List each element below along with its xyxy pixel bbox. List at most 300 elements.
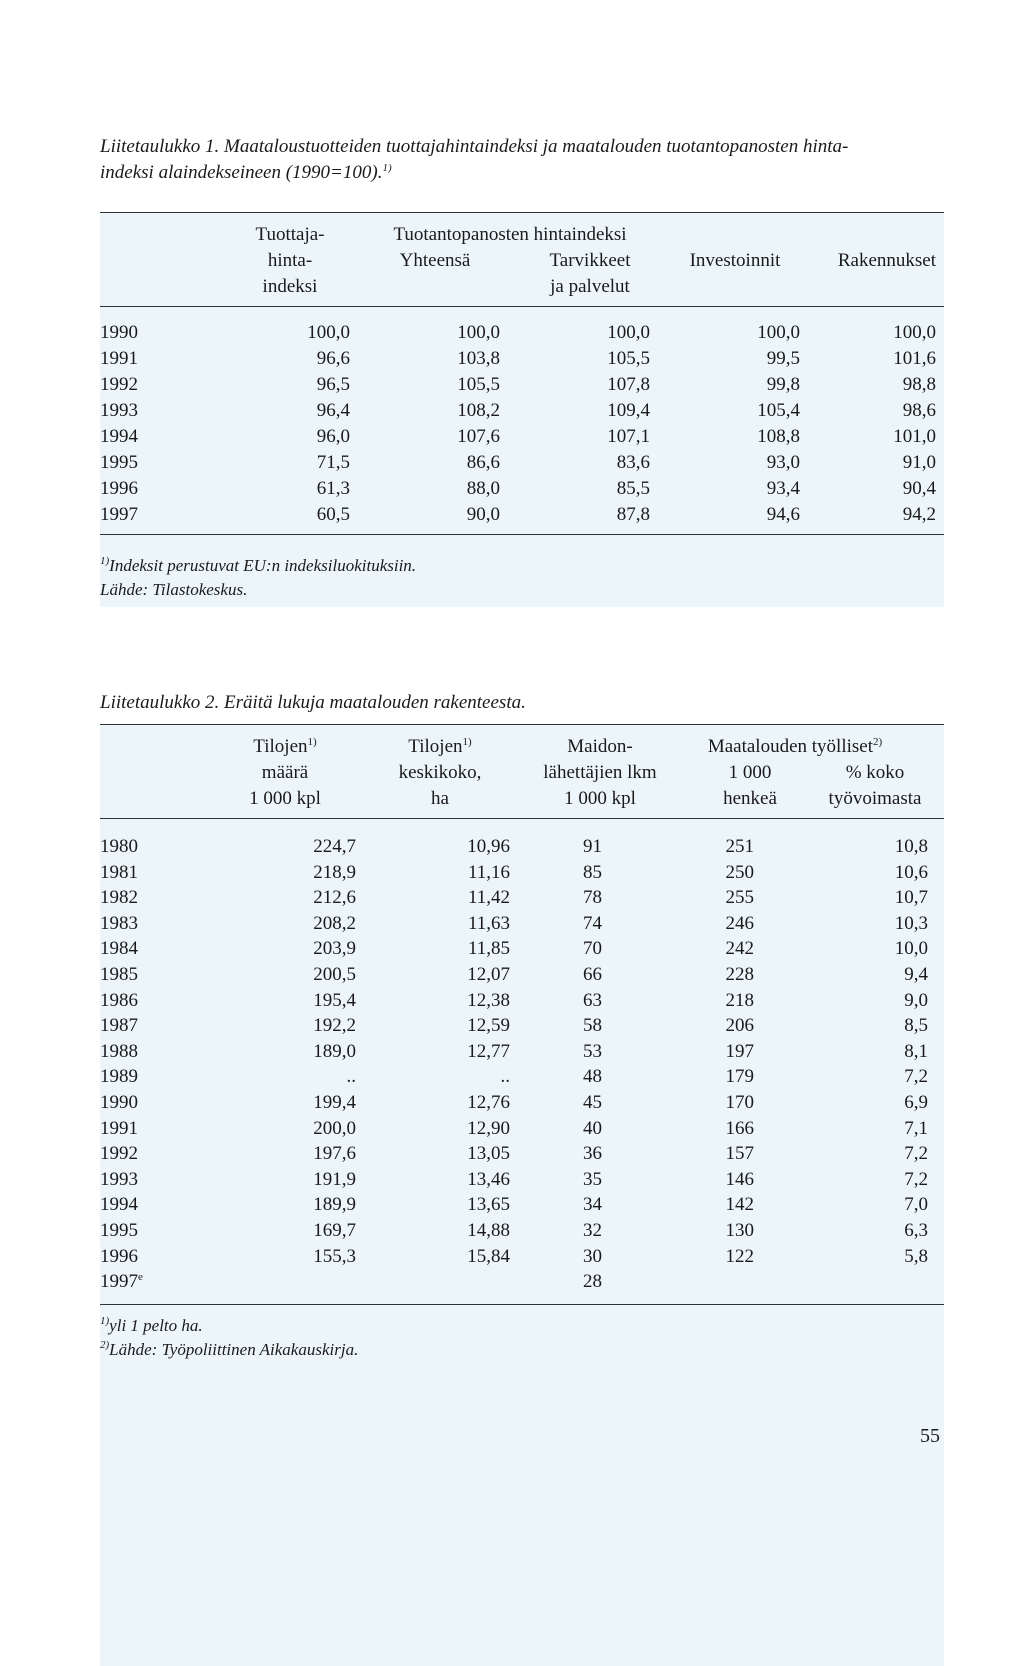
cell-text: 90,0: [466, 504, 500, 525]
cell-text: 109,4: [607, 400, 650, 421]
table1-col-build: Rakennukset: [837, 250, 936, 271]
value-cell: [820, 476, 936, 502]
cell-text: 9,4: [904, 964, 928, 985]
cell-text: 13,65: [467, 1194, 510, 1216]
table2: [100, 724, 944, 1666]
year-cell: [100, 502, 160, 528]
header-line: hinta-: [267, 250, 313, 271]
value-cell: [400, 1141, 510, 1167]
cell-text: 100,0: [307, 322, 350, 343]
header-line: 1 000: [728, 762, 772, 783]
value-cell: [670, 1064, 754, 1090]
cell-text: 212,6: [313, 887, 356, 909]
cell-text: 35: [583, 1168, 602, 1190]
value-cell: [400, 1116, 510, 1142]
year-cell: [100, 860, 160, 886]
cell-text: 200,5: [313, 964, 356, 985]
value-cell: [540, 398, 650, 424]
cell-text: 1996: [100, 478, 138, 499]
value-cell: [690, 502, 800, 528]
cell-text: 96,5: [316, 374, 350, 395]
table2-caption: Liitetaulukko 2. Eräitä lukuja maatalouden rakenteesta.: [100, 692, 526, 713]
value-cell: [670, 988, 754, 1014]
table1-group-header: Tuotantopanosten hintaindeksi: [393, 224, 627, 245]
value-cell: [390, 320, 500, 346]
value-cell: [520, 962, 602, 988]
value-cell: [240, 424, 350, 450]
cell-text: 9,0: [904, 989, 928, 1011]
cell-text: 58: [583, 1015, 602, 1037]
value-cell: [240, 372, 350, 398]
cell-text: 189,9: [313, 1194, 356, 1216]
value-cell: [670, 962, 754, 988]
cell-text: 98,6: [902, 400, 936, 421]
cell-text: 251: [725, 836, 754, 857]
header-line: Tuottaja-: [255, 224, 325, 245]
cell-text: 1988: [100, 1040, 138, 1062]
footnote-sup: 1): [100, 555, 110, 567]
header-text: Tilojen: [408, 736, 463, 757]
header-line: keskikoko,: [398, 762, 482, 783]
table2-top-rule: [100, 724, 944, 725]
value-cell: [670, 1244, 754, 1270]
cell-text: 1992: [100, 374, 138, 395]
value-cell: [690, 476, 800, 502]
value-cell: [520, 885, 602, 911]
cell-text: 103,8: [457, 348, 500, 369]
value-cell: [390, 424, 500, 450]
value-cell: [820, 502, 936, 528]
cell-text: 105,5: [457, 374, 500, 395]
value-cell: [540, 320, 650, 346]
footnote-sup: 2): [100, 1339, 110, 1351]
value-cell: [240, 502, 350, 528]
cell-text: 6,3: [904, 1220, 928, 1241]
cell-text: 1992: [100, 1143, 138, 1165]
cell-text: 48: [583, 1066, 602, 1088]
value-cell: [820, 1244, 928, 1270]
value-cell: [820, 320, 936, 346]
cell-text: 218: [725, 989, 754, 1011]
cell-text: ..: [500, 1066, 510, 1088]
cell-text: 96,6: [316, 348, 350, 369]
year-cell: [100, 450, 160, 476]
header-text: Tilojen: [253, 736, 308, 757]
table2-col-farms: [210, 734, 360, 812]
value-cell: [820, 1167, 928, 1193]
cell-text: 100,0: [457, 322, 500, 343]
cell-text: 179: [725, 1066, 754, 1088]
value-cell: [520, 911, 602, 937]
cell-text: 11,63: [467, 912, 510, 934]
cell-text: 12,90: [467, 1117, 510, 1139]
cell-text: 93,0: [766, 452, 800, 473]
cell-text: 246: [725, 912, 754, 934]
cell-text: 1995: [100, 1220, 138, 1241]
header-line: % koko: [845, 762, 905, 783]
cell-text: 191,9: [313, 1168, 356, 1190]
value-cell: [520, 1167, 602, 1193]
header-line: 1 000 kpl: [564, 788, 636, 809]
value-cell: [520, 1090, 602, 1116]
value-cell: [400, 1192, 510, 1218]
value-cell: [400, 1167, 510, 1193]
table2-col-milk: [520, 734, 680, 812]
year-cell: [100, 1269, 160, 1295]
cell-text: 1997: [100, 504, 138, 525]
cell-text: 99,5: [766, 348, 800, 369]
cell-text: 1991: [100, 1117, 138, 1139]
cell-text: 200,0: [313, 1117, 356, 1139]
value-cell: [670, 1090, 754, 1116]
table1-caption: [100, 134, 950, 186]
cell-text: 255: [725, 887, 754, 909]
cell-text: 107,8: [607, 374, 650, 395]
table1-caption-line2: indeksi alaindekseineen (1990=100).: [100, 162, 383, 183]
header-text: Maatalouden työlliset: [707, 736, 873, 757]
value-cell: [390, 476, 500, 502]
value-cell: [820, 1192, 928, 1218]
header-sup: 1): [307, 736, 317, 748]
cell-text: 1989: [100, 1066, 138, 1088]
cell-text: 88,0: [466, 478, 500, 499]
cell-text: 228: [725, 964, 754, 985]
value-cell: [400, 834, 510, 860]
value-cell: [820, 1141, 928, 1167]
value-cell: [400, 1039, 510, 1065]
value-cell: [670, 1167, 754, 1193]
cell-text: 195,4: [313, 989, 356, 1011]
cell-text: 83,6: [616, 452, 650, 473]
cell-text: 11,42: [467, 887, 510, 909]
value-cell: [520, 936, 602, 962]
cell-text: 105,4: [757, 400, 800, 421]
table2-header-rule: [100, 818, 944, 819]
cell-text: 63: [583, 989, 602, 1011]
value-cell: [250, 1013, 356, 1039]
cell-text: 10,3: [894, 912, 928, 934]
value-cell: [520, 1269, 602, 1295]
value-cell: [390, 502, 500, 528]
value-cell: [690, 398, 800, 424]
value-cell: [820, 450, 936, 476]
value-cell: [390, 372, 500, 398]
cell-text: 1994: [100, 1194, 138, 1216]
value-cell: [400, 1064, 510, 1090]
cell-text: 85: [583, 861, 602, 883]
value-cell: [820, 1013, 928, 1039]
value-cell: [390, 398, 500, 424]
table1-col-total: Yhteensä: [399, 250, 471, 271]
cell-text: 12,07: [467, 964, 510, 985]
year-cell: [100, 1064, 160, 1090]
value-cell: [670, 1013, 754, 1039]
table1-header-rule: [100, 306, 944, 307]
value-cell: [820, 1090, 928, 1116]
table1-col-supplies: [515, 248, 665, 300]
value-cell: [820, 424, 936, 450]
header-line: määrä: [261, 762, 309, 783]
value-cell: [820, 860, 928, 886]
cell-text: 7,2: [904, 1066, 928, 1088]
cell-text: 13,05: [467, 1143, 510, 1165]
cell-text: 60,5: [316, 504, 350, 525]
cell-text: 169,7: [313, 1220, 356, 1241]
table1-footnote-1: [100, 554, 416, 578]
value-cell: [520, 1244, 602, 1270]
cell-text: 1990: [100, 1092, 138, 1113]
value-cell: [820, 834, 928, 860]
value-cell: [520, 1218, 602, 1244]
value-cell: [250, 936, 356, 962]
cell-text: 70: [583, 938, 602, 960]
cell-text: 1983: [100, 912, 138, 934]
year-cell: [100, 936, 160, 962]
value-cell: [670, 911, 754, 937]
year-cell: [100, 320, 160, 346]
cell-text: 61,3: [316, 478, 350, 499]
cell-text: 1986: [100, 989, 138, 1011]
value-cell: [240, 346, 350, 372]
year-cell: [100, 1192, 160, 1218]
header-line: ja palvelut: [550, 276, 630, 297]
cell-text: 86,6: [466, 452, 500, 473]
table2-footnote-1: [100, 1314, 203, 1338]
cell-text: 53: [583, 1040, 602, 1062]
value-cell: [820, 911, 928, 937]
value-cell: [820, 988, 928, 1014]
value-cell: [820, 1218, 928, 1244]
value-cell: [540, 372, 650, 398]
cell-text: 192,2: [313, 1015, 356, 1037]
cell-text: 14,88: [467, 1220, 510, 1241]
value-cell: [820, 936, 928, 962]
header-line: Tarvikkeet: [549, 250, 631, 271]
cell-text: 12,38: [467, 989, 510, 1011]
cell-text: 10,96: [467, 836, 510, 857]
cell-text: 96,4: [316, 400, 350, 421]
page-number: 55: [920, 1425, 940, 1447]
value-cell: [520, 988, 602, 1014]
year-cell: [100, 1116, 160, 1142]
footnote-sup: 1): [100, 1315, 110, 1327]
value-cell: [670, 860, 754, 886]
cell-text: 91,0: [902, 452, 936, 473]
value-cell: [670, 834, 754, 860]
cell-text: 155,3: [313, 1245, 356, 1267]
value-cell: [400, 988, 510, 1014]
table2-col-emp-count: [685, 760, 815, 812]
table1-footnote-2: Lähde: Tilastokeskus.: [100, 580, 248, 599]
cell-text: 1985: [100, 964, 138, 985]
header-line: työvoimasta: [828, 788, 922, 809]
cell-text: 8,1: [904, 1040, 928, 1062]
year-cell: [100, 346, 160, 372]
cell-text: 5,8: [904, 1245, 928, 1267]
value-cell: [520, 1141, 602, 1167]
table1-col-producer: [220, 222, 360, 300]
year-cell: [100, 372, 160, 398]
table2-employed-group: [670, 734, 920, 760]
cell-text: 157: [725, 1143, 754, 1165]
value-cell: [820, 346, 936, 372]
cell-text: 10,7: [894, 887, 928, 909]
value-cell: [540, 346, 650, 372]
value-cell: [400, 1218, 510, 1244]
header-sup: 2): [872, 736, 883, 748]
value-cell: [690, 450, 800, 476]
cell-text: 100,0: [893, 322, 936, 343]
cell-text: 85,5: [616, 478, 650, 499]
cell-text: 100,0: [757, 322, 800, 343]
value-cell: [240, 450, 350, 476]
header-line: henkeä: [723, 788, 777, 809]
cell-text: ..: [346, 1066, 356, 1088]
value-cell: [250, 911, 356, 937]
cell-text: 203,9: [313, 938, 356, 960]
cell-text: 6,9: [904, 1092, 928, 1113]
cell-text: 1996: [100, 1245, 138, 1267]
value-cell: [250, 1090, 356, 1116]
value-cell: [540, 450, 650, 476]
cell-text: 74: [583, 912, 602, 934]
value-cell: [250, 988, 356, 1014]
value-cell: [240, 320, 350, 346]
cell-text: 1980: [100, 836, 138, 857]
year-cell: [100, 1141, 160, 1167]
value-cell: [240, 476, 350, 502]
year-cell: [100, 1244, 160, 1270]
cell-text: 1984: [100, 938, 138, 960]
value-cell: [820, 962, 928, 988]
table1-bottom-rule: [100, 534, 944, 535]
cell-text: 250: [725, 861, 754, 883]
value-cell: [690, 372, 800, 398]
cell-text: 170: [725, 1092, 754, 1113]
value-cell: [820, 1064, 928, 1090]
value-cell: [250, 1039, 356, 1065]
value-cell: [690, 320, 800, 346]
value-cell: [250, 860, 356, 886]
cell-text: 78: [583, 887, 602, 909]
value-cell: [670, 1141, 754, 1167]
year-cell: [100, 476, 160, 502]
value-cell: [690, 346, 800, 372]
year-cell: [100, 911, 160, 937]
cell-text: 40: [583, 1117, 602, 1139]
value-cell: [250, 962, 356, 988]
year-cell: [100, 1167, 160, 1193]
value-cell: [820, 398, 936, 424]
year-cell: [100, 988, 160, 1014]
cell-text: 7,2: [904, 1168, 928, 1190]
cell-text: 107,1: [607, 426, 650, 447]
cell-text: 130: [725, 1220, 754, 1241]
header-line: [210, 734, 360, 760]
cell-text: 1987: [100, 1015, 138, 1037]
value-cell: [520, 1064, 602, 1090]
cell-text: 1994: [100, 426, 138, 447]
cell-text: 11,16: [467, 861, 510, 883]
value-cell: [250, 1141, 356, 1167]
value-cell: [520, 1039, 602, 1065]
value-cell: [670, 1116, 754, 1142]
year-cell: [100, 398, 160, 424]
value-cell: [250, 1218, 356, 1244]
value-cell: [390, 450, 500, 476]
cell-text: 15,84: [467, 1245, 510, 1267]
value-cell: [670, 885, 754, 911]
header-line: ha: [431, 788, 449, 809]
cell-text: 7,2: [904, 1143, 928, 1165]
cell-text: 208,2: [313, 912, 356, 934]
table2-footnote-2: [100, 1338, 358, 1362]
value-cell: [250, 1064, 356, 1090]
cell-text: 100,0: [607, 322, 650, 343]
cell-text: 12,59: [467, 1015, 510, 1037]
cell-text: 1993: [100, 1168, 138, 1190]
header-line: [365, 734, 515, 760]
value-cell: [520, 1116, 602, 1142]
value-cell: [820, 1039, 928, 1065]
cell-text: 96,0: [316, 426, 350, 447]
value-cell: [670, 936, 754, 962]
cell-text: 8,5: [904, 1015, 928, 1037]
cell-text: 199,4: [313, 1092, 356, 1113]
cell-text: 108,2: [457, 400, 500, 421]
cell-text: 90,4: [902, 478, 936, 499]
table1-caption-label: Liitetaulukko 1.: [100, 136, 220, 157]
table1: [100, 212, 944, 607]
cell-text: 197: [725, 1040, 754, 1062]
cell-text: 28: [583, 1271, 602, 1293]
cell-text: 101,6: [893, 348, 936, 369]
cell-text: 7,0: [904, 1194, 928, 1216]
value-cell: [250, 834, 356, 860]
cell-text: 197,6: [313, 1143, 356, 1165]
cell-text: 166: [725, 1117, 754, 1139]
value-cell: [670, 1192, 754, 1218]
cell-text: 87,8: [616, 504, 650, 525]
table1-caption-line1: Maataloustuotteiden tuottajahintaindeksi ja maatalouden tuotantopanosten hinta-: [219, 136, 849, 157]
cell-text: 36: [583, 1143, 602, 1165]
value-cell: [250, 1192, 356, 1218]
cell-text: 66: [583, 964, 602, 985]
cell-text: 101,0: [893, 426, 936, 447]
year-cell: [100, 424, 160, 450]
cell-text: 34: [583, 1194, 602, 1216]
cell-text: 94,6: [766, 504, 800, 525]
footnote-text: Indeksit perustuvat EU:n indeksiluokituksiin.: [109, 556, 417, 575]
cell-text: 1981: [100, 861, 138, 883]
value-cell: [400, 1013, 510, 1039]
cell-text: 10,0: [894, 938, 928, 960]
cell-text: 99,8: [766, 374, 800, 395]
header-line: indeksi: [262, 276, 318, 297]
table2-bottom-rule: [100, 1304, 944, 1305]
header-line: 1 000 kpl: [249, 788, 321, 809]
cell-text: 218,9: [313, 861, 356, 883]
cell-text: 122: [725, 1245, 754, 1267]
cell-text: 1990: [100, 322, 138, 343]
cell-text: 189,0: [313, 1040, 356, 1062]
value-cell: [400, 936, 510, 962]
value-cell: [400, 962, 510, 988]
value-cell: [400, 1244, 510, 1270]
value-cell: [820, 885, 928, 911]
value-cell: [820, 372, 936, 398]
cell-text: 1991: [100, 348, 138, 369]
